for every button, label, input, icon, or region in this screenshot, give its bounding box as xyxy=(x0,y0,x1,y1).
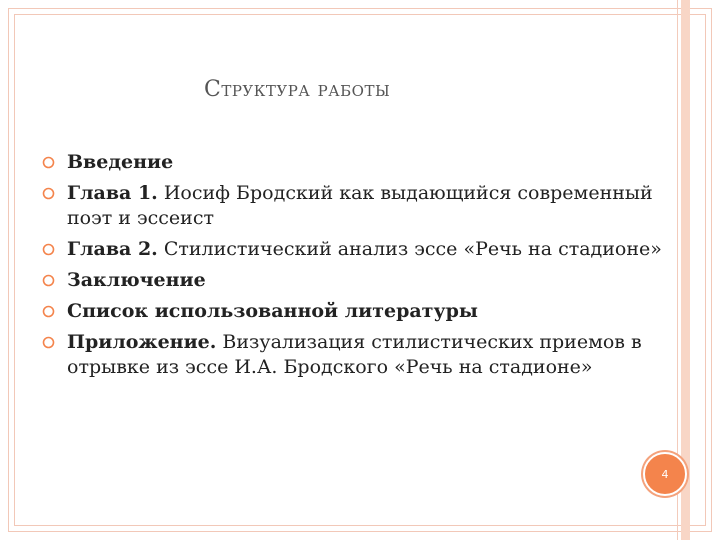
open-circle-icon xyxy=(42,336,55,349)
open-circle-icon xyxy=(42,187,55,200)
open-circle-icon xyxy=(42,156,55,169)
page-number-badge: 4 xyxy=(643,452,687,496)
list-item-chapter-1 xyxy=(42,181,662,231)
item-bold: Глава 2. xyxy=(67,238,158,260)
content-list xyxy=(42,150,662,386)
item-bold: Приложение. xyxy=(67,331,217,353)
list-item-references xyxy=(42,299,662,324)
item-bold: Заключение xyxy=(67,269,206,291)
list-item-introduction xyxy=(42,150,662,175)
list-item-appendix xyxy=(42,330,662,380)
open-circle-icon xyxy=(42,274,55,287)
list-item-chapter-2 xyxy=(42,237,662,262)
open-circle-icon xyxy=(42,243,55,256)
list-item-conclusion xyxy=(42,268,662,293)
decorative-strip xyxy=(681,0,690,540)
open-circle-icon xyxy=(42,305,55,318)
slide-title: Структура работы xyxy=(204,77,391,102)
item-text: Стилистический анализ эссе «Речь на стадионе» xyxy=(157,238,662,260)
item-bold: Введение xyxy=(67,151,174,173)
item-bold: Список использованной литературы xyxy=(67,300,478,322)
item-text: Иосиф Бродский как выдающийся современный поэт и эссеист xyxy=(67,182,653,229)
item-bold: Глава 1. xyxy=(67,182,158,204)
item-text: Визуализация стилистических приемов в отрывке из эссе И.А. Бродского «Речь на стадионе» xyxy=(67,331,642,378)
